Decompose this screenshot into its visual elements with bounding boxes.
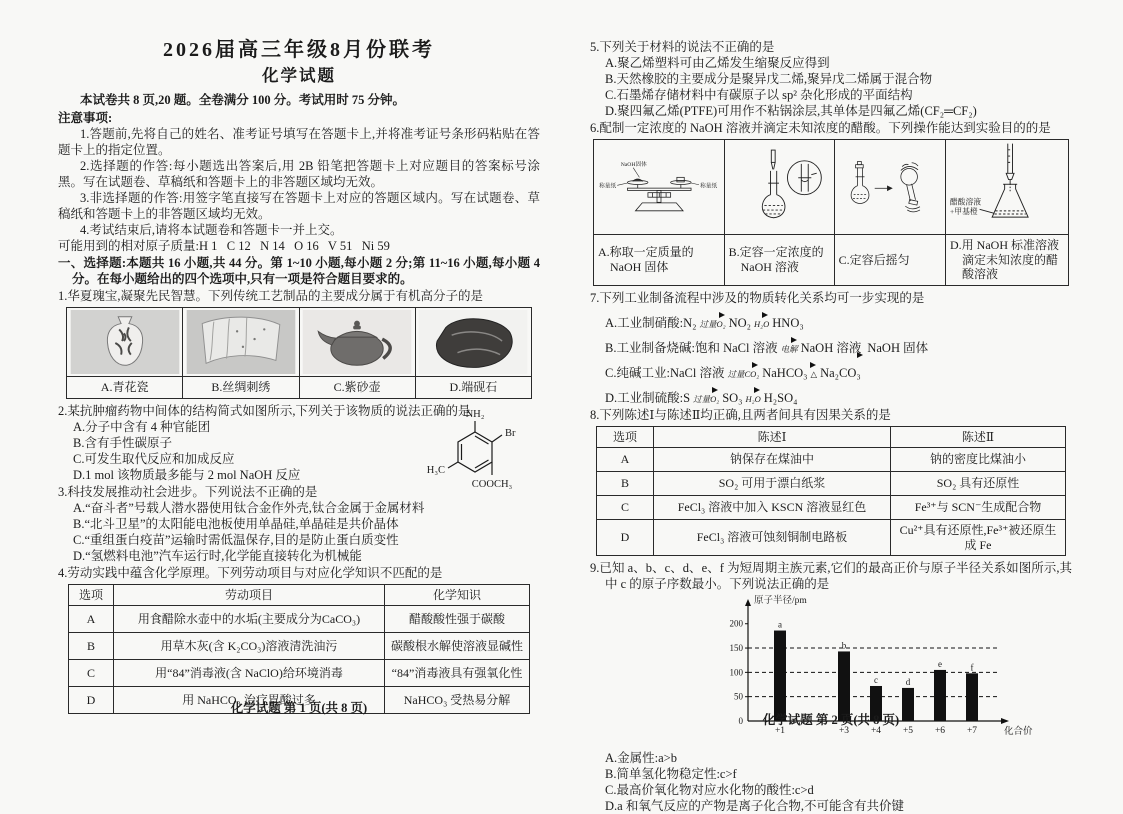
svg-text:200: 200 <box>729 618 743 629</box>
q4-table-row <box>69 606 530 633</box>
svg-text:+1: +1 <box>774 726 786 736</box>
exam-intro: 本试卷共 8 页,20 题。全卷满分 100 分。考试用时 75 分钟。 <box>80 93 406 107</box>
q4-cell-option: D <box>69 687 114 714</box>
q7-stem: 7.下列工业制备流程中涉及的物质转化关系均可一步实现的是 <box>590 290 925 305</box>
q4-table-row <box>69 660 530 687</box>
q3-option: D.“氢燃料电池”汽车运行时,化学能直接转化为机械能 <box>73 548 362 563</box>
q4-table-body <box>69 606 530 714</box>
exam-page-1 <box>58 38 540 718</box>
svg-text:e: e <box>938 658 942 669</box>
shake-flask-diagram <box>839 144 941 230</box>
q8-table-body <box>597 448 1066 556</box>
section-1-heading: 一、选择题:本题共 16 小题,共 44 分。第 1~10 小题,每小题 2 分;第 11~16 小题,每小题 4 分。在每小题给出的四个选项中,只有一项是符合题目要求的。 <box>58 256 540 286</box>
reaction-arrow-2 <box>754 315 769 331</box>
svg-text:0: 0 <box>738 716 743 726</box>
q8-cell-statement1: FeCl₃ 溶液可蚀刻铜制电路板 <box>654 520 891 556</box>
q8-cell-statement1: SO₂ 可用于漂白纸浆 <box>654 472 891 496</box>
reaction-arrow-1 <box>693 390 719 406</box>
q5-option: B.天然橡胶的主要成分是聚异戊二烯,聚异戊二烯属于混合物 <box>605 72 933 86</box>
reaction-start: 饱和 NaCl 溶液 <box>694 340 778 355</box>
q1-options-table <box>66 307 532 399</box>
reaction-mid: NaHCO₃ <box>762 365 808 380</box>
reaction-mid: SO₃ <box>722 390 743 405</box>
page-2-footer: 化学试题 第 2 页(共 8 页) <box>762 713 900 727</box>
q4-header-knowledge: 化学知识 <box>385 584 530 606</box>
q4-cell-knowledge: 碳酸根水解使溶液显碱性 <box>385 633 530 660</box>
q7-reaction-line <box>590 306 1072 331</box>
q8-stem: 8.下列陈述Ⅰ与陈述Ⅱ均正确,且两者间具有因果关系的是 <box>590 407 891 422</box>
svg-text:+7: +7 <box>966 726 978 736</box>
reaction-label: A.工业制硝酸: <box>605 315 684 330</box>
q6-option-d-image <box>946 140 1069 235</box>
q9-option: A.金属性:a>b <box>605 751 677 765</box>
q4-cell-activity: 用“84”消毒液(含 NaClO)给环境消毒 <box>114 660 385 687</box>
substituent-bromo: Br <box>505 427 516 439</box>
substituent-methyl: H₃C <box>426 464 445 476</box>
q6-option-a-image <box>594 140 725 235</box>
q1-stem: 1.华夏瑰宝,凝聚先民智慧。下列传统工艺制品的主要成分属于有机高分子的是 <box>58 289 484 303</box>
q4-table <box>68 584 530 715</box>
notice-list <box>58 126 540 238</box>
q8-cell-option: C <box>597 496 654 520</box>
q5-option: C.石墨烯存储材料中有碳原子以 sp² 杂化形成的平面结构 <box>605 88 913 102</box>
svg-text:a: a <box>778 619 782 630</box>
exam-title: 2026届高三年级8月份联考 <box>163 39 435 61</box>
q4-cell-option: A <box>69 606 114 633</box>
reaction-mid: NaOH 溶液 <box>800 340 862 355</box>
reaction-label: B.工业制备烧碱: <box>605 340 695 355</box>
q8-table-row <box>597 520 1066 556</box>
q1-image-row <box>67 308 532 377</box>
q6-options-table <box>593 139 1069 286</box>
q4-header-row <box>69 584 530 606</box>
q7-reaction-line <box>590 356 1072 381</box>
q2-molecule-structure <box>418 399 540 493</box>
q2-stem: 2.某抗肿瘤药物中间体的结构简式如图所示,下列关于该物质的说法正确的是 <box>58 403 471 418</box>
q8-header-row <box>597 426 1066 448</box>
acid-indicator-label-2: +甲基橙 <box>949 207 978 216</box>
silk-embroidery-photo <box>186 310 296 374</box>
q4-cell-knowledge: 醋酸酸性强于碳酸 <box>385 606 530 633</box>
svg-text:50: 50 <box>734 691 743 702</box>
q1-option-c-image <box>299 308 415 377</box>
reaction-end: H₂SO₄ <box>763 390 798 405</box>
q6-image-row <box>594 140 1069 235</box>
q9-option: B.简单氢化物稳定性:c>f <box>605 767 737 781</box>
q6-option-b-caption: B.定容一定浓度的 NaOH 溶液 <box>724 235 834 286</box>
reaction-arrow-1 <box>700 315 726 331</box>
svg-text:100: 100 <box>729 667 743 678</box>
q4-header-activity: 劳动项目 <box>114 584 385 606</box>
q4-cell-knowledge: NaHCO₃ 受热易分解 <box>385 687 530 714</box>
svg-text:150: 150 <box>729 643 743 654</box>
q6-option-a-caption: A.称取一定质量的 NaOH 固体 <box>594 235 725 286</box>
q3-stem: 3.科技发展推动社会进步。下列说法不正确的是 <box>58 484 318 499</box>
clay-teapot-photo <box>302 310 412 374</box>
notice-item: 1.答题前,先将自己的姓名、准考证号填写在答题卡上,并将准考证号条形码粘贴在答题卡上的指定位置。 <box>58 127 540 157</box>
q1-option-a-image <box>67 308 183 377</box>
arrow-condition: 过量CO₂ <box>727 368 760 379</box>
q1-option-d-label: D.端砚石 <box>415 377 531 399</box>
arrow-condition: 电解 <box>780 343 798 354</box>
reaction-end: HNO₃ <box>772 315 804 330</box>
svg-text:+3: +3 <box>838 726 850 736</box>
q8-cell-statement2: Cu²⁺具有还原性,Fe³⁺被还原生成 Fe <box>891 520 1066 556</box>
q3-option: C.“重组蛋白疫苗”运输时需低温保存,目的是防止蛋白质变性 <box>73 532 399 547</box>
q8-header-option: 选项 <box>597 426 654 448</box>
q8-header-statement2: 陈述Ⅱ <box>891 426 1066 448</box>
q8-cell-option: A <box>597 448 654 472</box>
q2-option: B.含有手性碳原子 <box>73 435 172 450</box>
svg-text:原子半径/pm: 原子半径/pm <box>754 596 807 606</box>
q8-cell-option: B <box>597 472 654 496</box>
svg-text:d: d <box>905 676 911 687</box>
arrow-condition: H₂O <box>754 318 770 329</box>
q2-block <box>58 403 540 490</box>
q2-option: A.分子中含有 4 种官能团 <box>73 419 211 434</box>
q5-option: D.聚四氟乙烯(PTFE)可用作不粘锅涂层,其单体是四氟乙烯(CF₂═CF₂) <box>605 104 977 118</box>
q8-table-row <box>597 472 1066 496</box>
q9-option: C.最高价氧化物对应水化物的酸性:c>d <box>605 783 814 797</box>
reaction-label: D.工业制硫酸: <box>605 390 684 405</box>
substituent-amino: NH₂ <box>465 408 485 420</box>
weighing-paper-right-label: 称量纸 <box>699 183 717 190</box>
naoh-solid-label: NaOH固体 <box>620 162 647 169</box>
q8-cell-statement1: 钠保存在煤油中 <box>654 448 891 472</box>
q4-cell-activity: 用 NaHCO₃ 治疗胃酸过多 <box>114 687 385 714</box>
q6-caption-row <box>594 235 1069 286</box>
q8-table-row <box>597 496 1066 520</box>
q2-options <box>58 419 403 483</box>
svg-text:+5: +5 <box>902 726 914 736</box>
q1-caption-row <box>67 377 532 399</box>
q4-cell-option: C <box>69 660 114 687</box>
q8-cell-statement2: 钠的密度比煤油小 <box>891 448 1066 472</box>
q5-stem: 5.下列关于材料的说法不正确的是 <box>590 40 775 54</box>
exam-subject: 化学试题 <box>262 66 336 85</box>
q1-option-a-label: A.青花瓷 <box>67 377 183 399</box>
titration-diagram <box>948 142 1066 232</box>
q5-options <box>590 55 1072 119</box>
q4-cell-option: B <box>69 633 114 660</box>
q4-table-row <box>69 633 530 660</box>
arrow-condition: △ <box>810 368 818 379</box>
q3-option: A.“奋斗者”号载人潜水器使用钛合金作外壳,钛合金属于金属材料 <box>73 500 425 515</box>
q7-reaction-line <box>590 331 1072 356</box>
svg-text:化合价: 化合价 <box>1004 727 1033 737</box>
reaction-arrow-2 <box>811 365 818 381</box>
q4-header-option: 选项 <box>69 584 114 606</box>
q8-table <box>596 426 1066 557</box>
exam-page-2 <box>590 38 1072 814</box>
reaction-start: S <box>683 390 691 405</box>
reaction-label: C.纯碱工业: <box>605 365 670 380</box>
reaction-end: NaOH 固体 <box>867 340 929 355</box>
svg-text:f: f <box>970 662 974 673</box>
weighing-paper-left-label: 称量纸 <box>598 183 616 190</box>
blue-white-porcelain-photo <box>70 310 180 374</box>
q8-table-row <box>597 448 1066 472</box>
q4-cell-activity: 用食醋除水壶中的水垢(主要成分为CaCO₃) <box>114 606 385 633</box>
q1-option-b-label: B.丝绸刺绣 <box>183 377 299 399</box>
page-1-footer: 化学试题 第 1 页(共 8 页) <box>230 701 368 715</box>
atomic-mass-line: 可能用到的相对原子质量:H 1 C 12 N 14 O 16 V 51 Ni 59 <box>58 239 390 253</box>
duan-inkstone-photo <box>418 310 528 374</box>
q5-option: A.聚乙烯塑料可由乙烯发生缩聚反应得到 <box>605 56 830 70</box>
volumetric-flask-filling-diagram <box>729 144 829 230</box>
q8-cell-statement2: Fe³⁺与 SCN⁻生成配合物 <box>891 496 1066 520</box>
q9-options <box>590 750 1072 814</box>
acid-indicator-label-1: 醋酸溶液 <box>949 197 982 207</box>
reaction-arrow-1 <box>727 365 759 381</box>
arrow-condition: 过量O₂ <box>693 393 720 404</box>
q7-reactions <box>590 306 1072 406</box>
reaction-end: Na₂CO₃ <box>820 365 861 380</box>
substituent-ester: COOCH₃ <box>471 478 513 490</box>
q4-cell-activity: 用草木灰(含 K₂CO₃)溶液清洗油污 <box>114 633 385 660</box>
notice-item: 2.选择题的作答:每小题选出答案后,用 2B 铅笔把答题卡上对应题目的答案标号涂黑。写在试题卷、草稿纸和答题卡上的非答题区域均无效。 <box>58 159 540 189</box>
q1-option-d-image <box>415 308 531 377</box>
svg-text:c: c <box>874 674 878 685</box>
q8-cell-statement2: SO₂ 具有还原性 <box>891 472 1066 496</box>
q8-header-statement1: 陈述Ⅰ <box>654 426 891 448</box>
q8-cell-statement1: FeCl₃ 溶液中加入 KSCN 溶液显红色 <box>654 496 891 520</box>
q6-option-c-image <box>834 140 945 235</box>
q2-option: C.可发生取代反应和加成反应 <box>73 451 235 466</box>
svg-text:+6: +6 <box>934 726 946 736</box>
q8-cell-option: D <box>597 520 654 556</box>
q9-option: D.a 和氧气反应的产物是离子化合物,不可能含有共价键 <box>605 799 904 813</box>
reaction-mid: NO₂ <box>728 315 752 330</box>
reaction-start: NaCl 溶液 <box>669 365 725 380</box>
arrow-condition: H₂O <box>745 393 761 404</box>
q2-option: D.1 mol 该物质最多能与 2 mol NaOH 反应 <box>73 467 301 482</box>
svg-text:+4: +4 <box>870 726 882 736</box>
q7-reaction-line <box>590 381 1072 406</box>
q6-option-c-caption: C.定容后摇匀 <box>834 235 945 286</box>
q1-option-c-label: C.紫砂壶 <box>299 377 415 399</box>
q6-option-d-caption: D.用 NaOH 标准溶液滴定未知浓度的醋酸溶液 <box>946 235 1069 286</box>
reaction-arrow-1 <box>781 340 798 356</box>
svg-text:b: b <box>841 640 847 651</box>
q9-stem: 9.已知 a、b、c、d、e、f 为短周期主族元素,它们的最高正价与原子半径关系如图所示,其中 c 的原子序数最小。下列说法正确的是 <box>590 561 1072 591</box>
notice-heading: 注意事项: <box>58 111 113 125</box>
notice-item: 4.考试结束后,请将本试题卷和答题卡一并上交。 <box>80 223 343 237</box>
q1-option-b-image <box>183 308 299 377</box>
q6-option-b-image <box>724 140 834 235</box>
arrow-condition: 过量O₂ <box>699 318 726 329</box>
q3-option: B.“北斗卫星”的太阳能电池板使用单晶硅,单晶硅是共价晶体 <box>73 516 399 531</box>
balance-diagram <box>598 144 720 230</box>
reaction-start: N₂ <box>683 315 697 330</box>
q4-cell-knowledge: “84”消毒液具有强氧化性 <box>385 660 530 687</box>
q4-stem: 4.劳动实践中蕴含化学原理。下列劳动项目与对应化学知识不匹配的是 <box>58 565 443 580</box>
reaction-arrow-2 <box>746 390 761 406</box>
q3-options <box>58 500 540 564</box>
q6-stem: 6.配制一定浓度的 NaOH 溶液并滴定未知浓度的醋酸。下列操作能达到实验目的的是 <box>590 121 1051 135</box>
notice-item: 3.非选择题的作答:用签字笔直接写在答题卡上对应的答题区域内。写在试题卷、草稿纸和答题卡上的非答题区域均无效。 <box>58 191 540 221</box>
